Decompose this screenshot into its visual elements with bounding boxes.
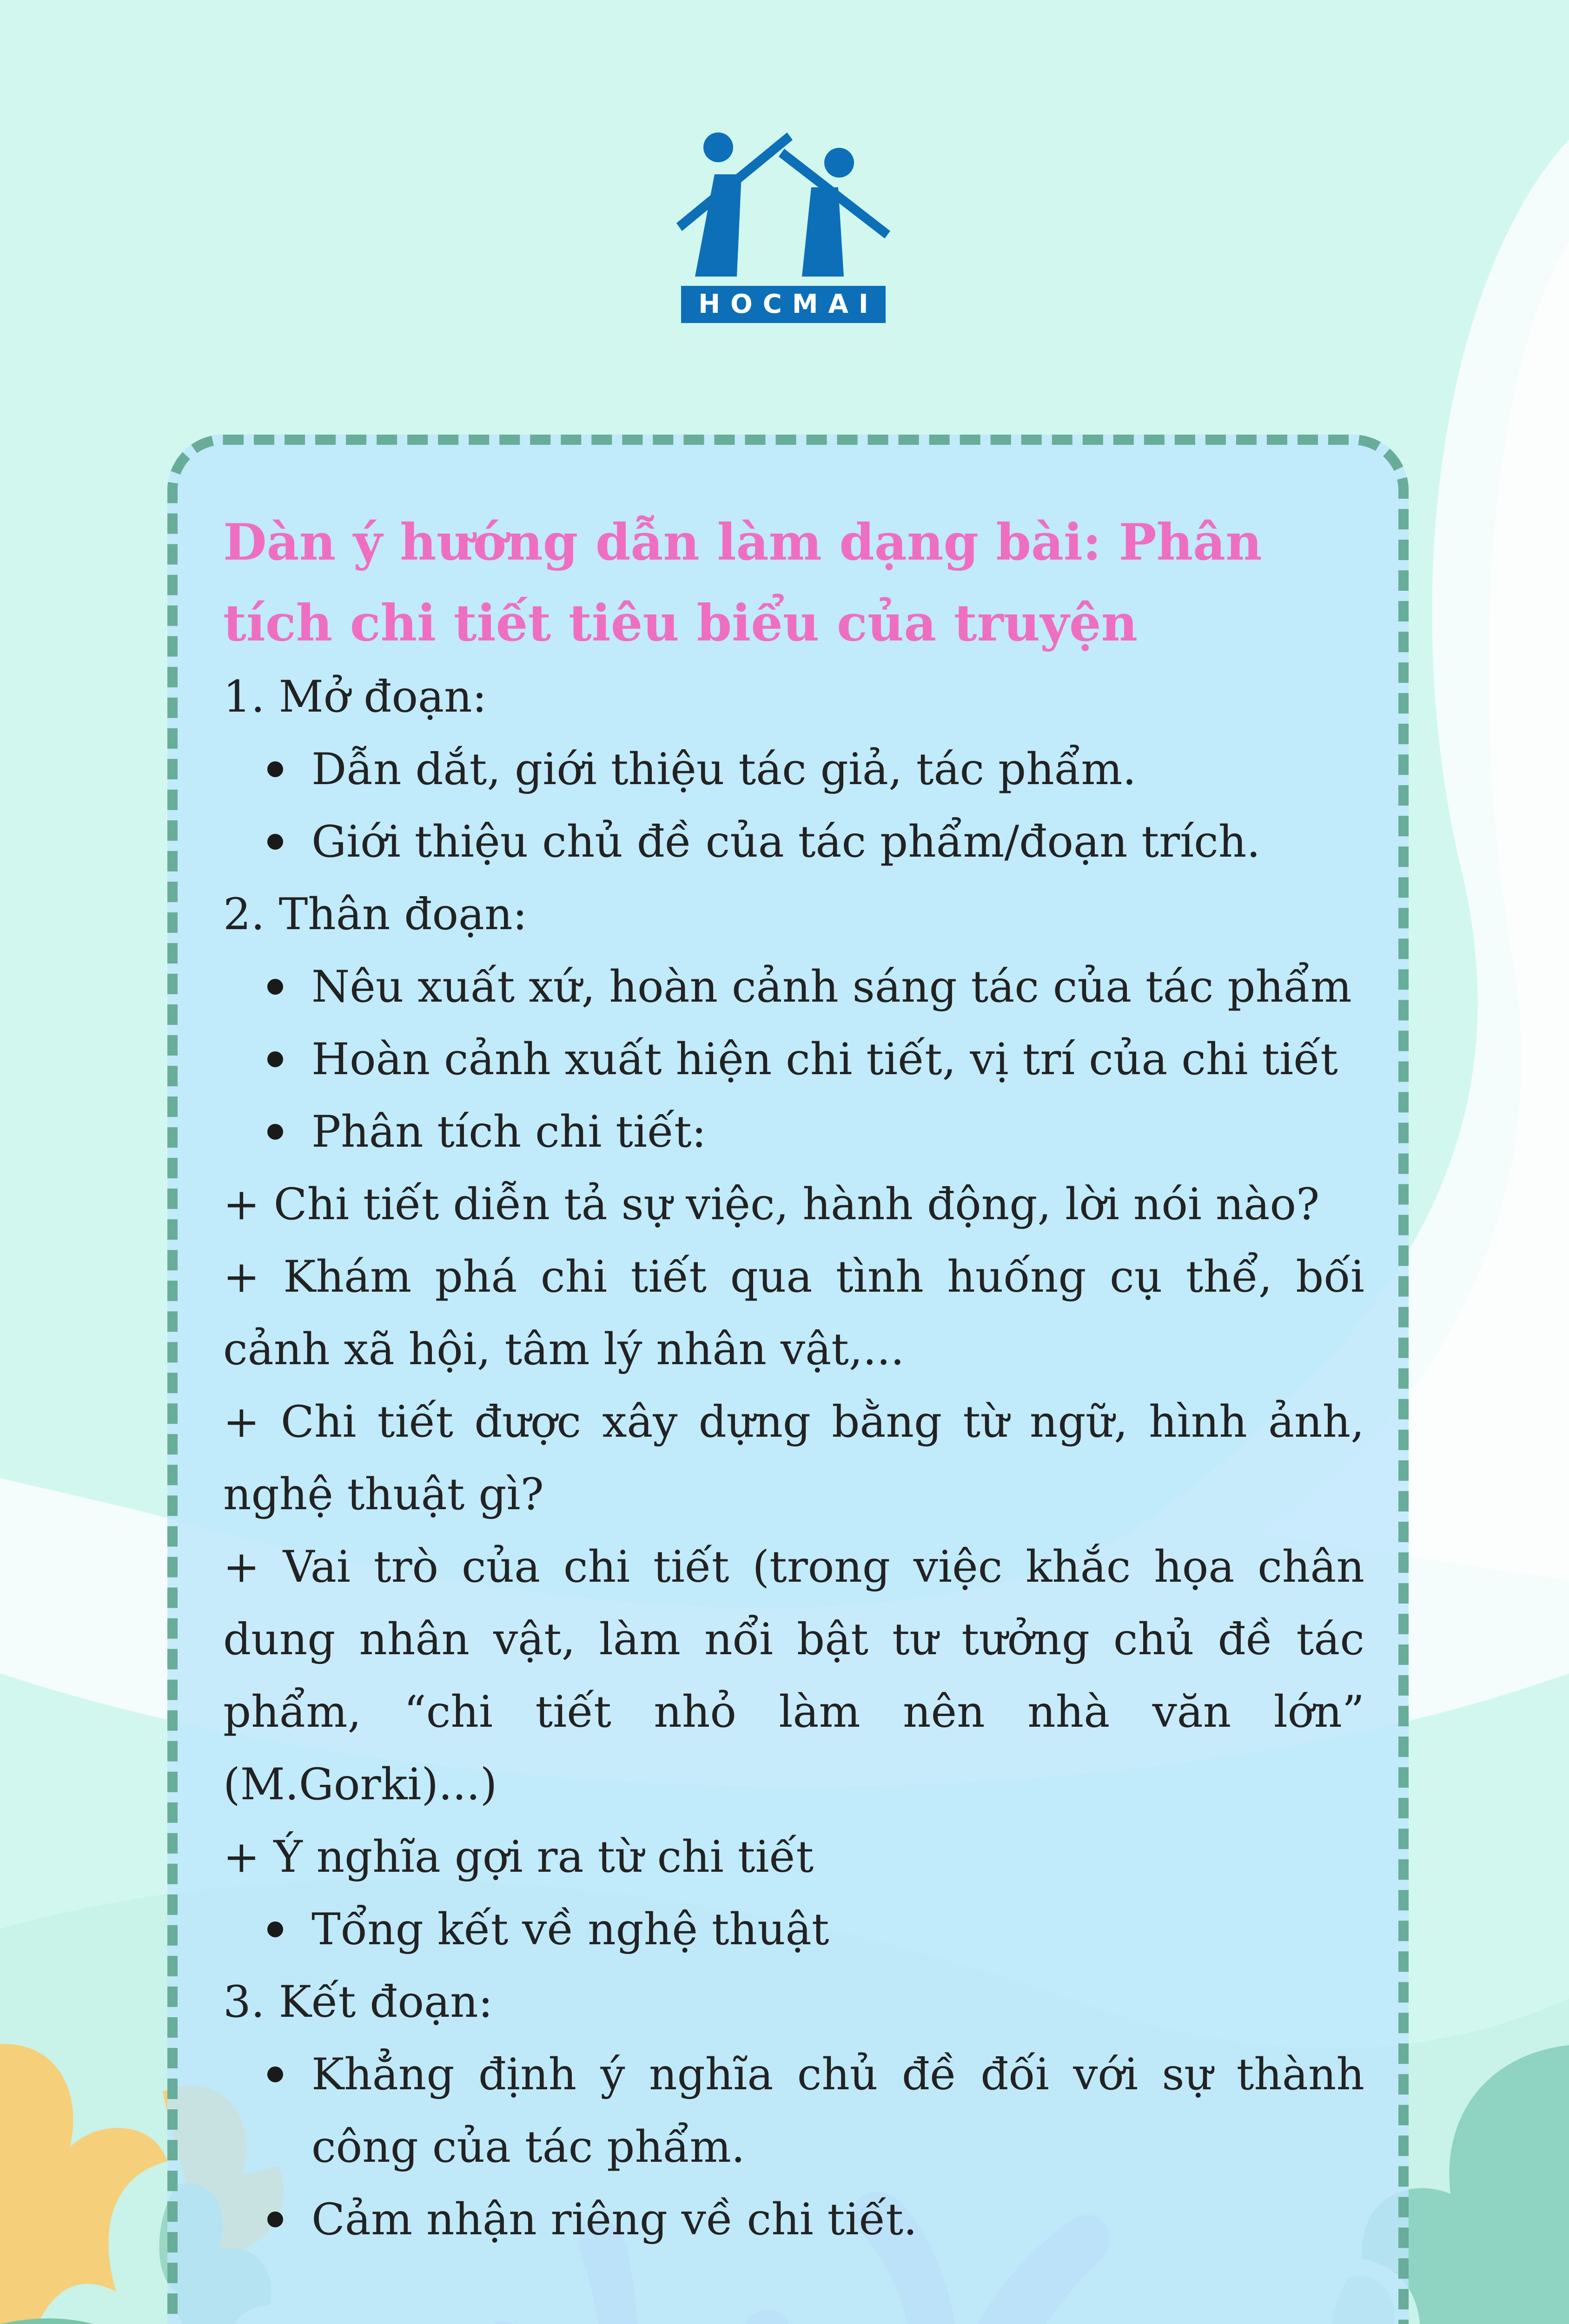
list-item: Nêu xuất xứ, hoàn cảnh sáng tác của tác phẩm [311,951,1364,1023]
list-item: Phân tích chi tiết: [311,1096,1364,1169]
list-item: Khẳng định ý nghĩa chủ đề đối với sự thành công của tác phẩm. [311,2039,1364,2184]
summary-bullet-list [223,1894,1364,1966]
list-item: Giới thiệu chủ đề của tác phẩm/đoạn trích. [311,806,1364,878]
logo-right-figure-head [824,148,854,178]
logo-text: HOCMAI [698,289,879,319]
list-item: Cảm nhận riêng về chi tiết. [311,2184,1364,2256]
analysis-point: + Chi tiết được xây dựng bằng từ ngữ, hình ảnh, nghệ thuật gì? [223,1397,1364,1520]
intro-bullet-list [223,733,1364,878]
logo-left-figure-head [703,132,733,162]
list-item: Dẫn dắt, giới thiệu tác giả, tác phẩm. [311,733,1364,806]
body-bullet-list [223,951,1364,1169]
conclusion-bullet-list [223,2039,1364,2256]
list-item: Hoàn cảnh xuất hiện chi tiết, vị trí của chi tiết [311,1023,1364,1096]
analysis-point: + Khám phá chi tiết qua tình huống cụ thể, bối cảnh xã hội, tâm lý nhân vật,... [223,1252,1364,1375]
section-heading-intro: 1. Mở đoạn: [223,672,487,722]
section-heading-body: 2. Thân đoạn: [223,889,528,940]
analysis-point: + Chi tiết diễn tả sự việc, hành động, lời nói nào? [223,1179,1320,1230]
outline-content [223,502,1364,2256]
page-title: Dàn ý hướng dẫn làm dạng bài: Phân tích chi tiết tiêu biểu của truyện [223,513,1262,653]
analysis-point: + Ý nghĩa gợi ra từ chi tiết [223,1832,814,1882]
analysis-point: + Vai trò của chi tiết (trong việc khắc họa chân dung nhân vật, làm nổi bật tư tưởng chủ đề tác phẩm, “chi tiết nhỏ làm nên nhà văn lớn” (M.Gorki)...) [223,1542,1364,1810]
list-item: Tổng kết về nghệ thuật [311,1894,1364,1966]
section-heading-conclusion: 3. Kết đoạn: [223,1977,493,2027]
